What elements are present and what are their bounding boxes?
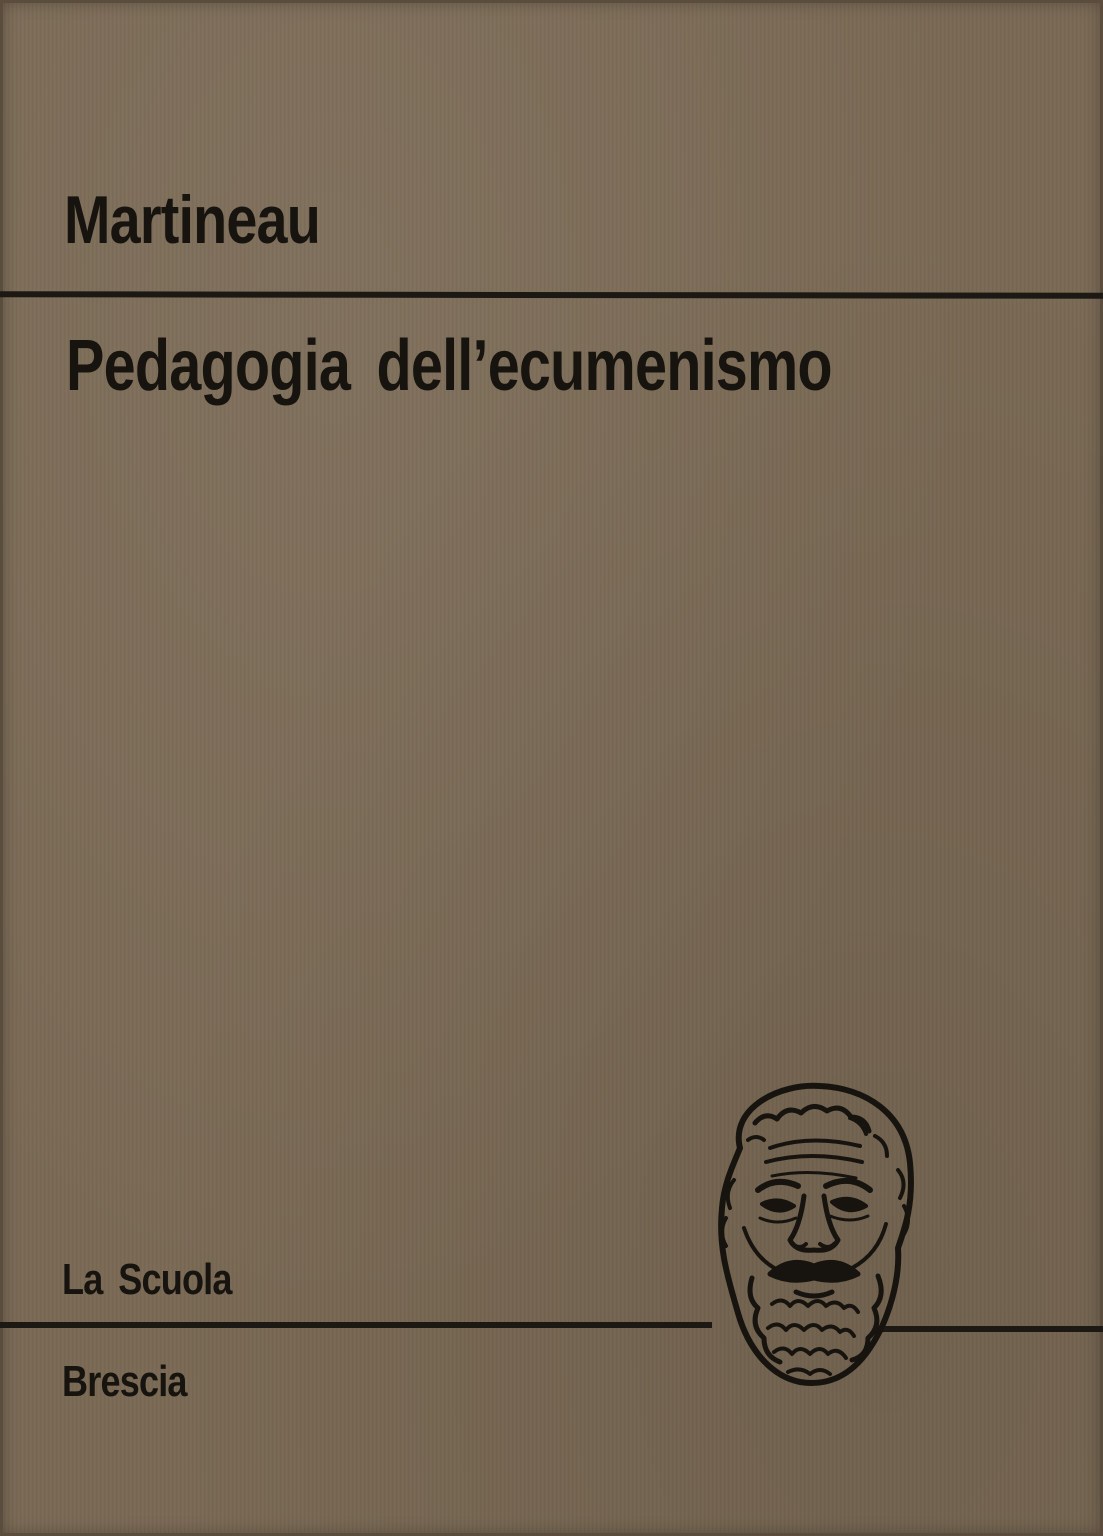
publisher-city: Brescia <box>62 1357 187 1406</box>
publisher-name: La Scuola <box>62 1255 232 1304</box>
socrates-bust-icon <box>700 1078 922 1390</box>
book-title: Pedagogia dell’ecumenismo <box>66 326 832 406</box>
bottom-rule-divider-left <box>0 1322 712 1328</box>
top-rule-divider <box>0 291 1103 299</box>
author-name: Martineau <box>64 182 320 258</box>
